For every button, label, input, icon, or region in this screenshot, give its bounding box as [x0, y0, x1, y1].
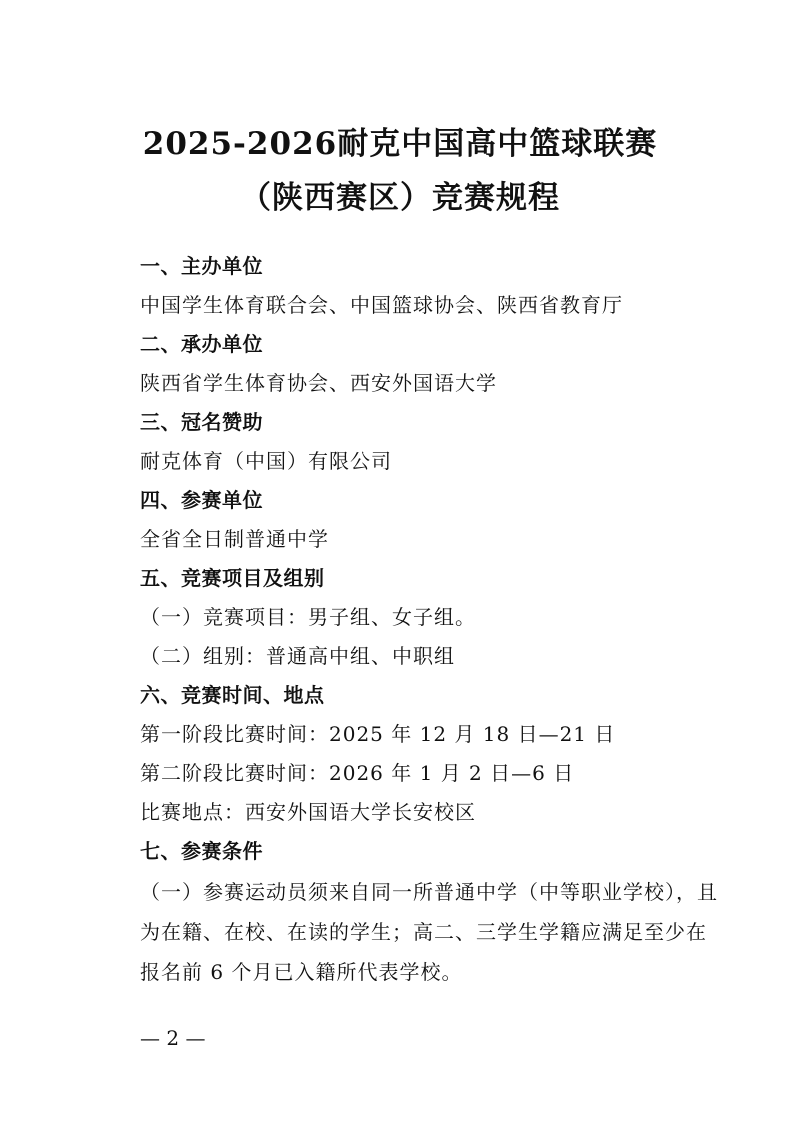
section-4-heading: 四、参赛单位: [140, 488, 263, 512]
document-title-line-2: （陕西赛区）竞赛规程: [240, 180, 560, 216]
section-5-item-2: （二）组别：普通高中组、中职组: [140, 644, 455, 668]
section-2-heading: 二、承办单位: [140, 332, 263, 356]
section-7-paragraph: （一）参赛运动员须来自同一所普通中学（中等职业学校），且为在籍、在校、在读的学生；高二、三学生学籍应满足至少在报名前 6 个月已入籍所代表学校。: [140, 880, 718, 984]
page-number: — 2 —: [140, 1026, 206, 1050]
section-3-text: 耐克体育（中国）有限公司: [140, 449, 392, 473]
section-4-text: 全省全日制普通中学: [140, 527, 329, 551]
section-2-text: 陕西省学生体育协会、西安外国语大学: [140, 371, 497, 395]
section-6-line-1: 第一阶段比赛时间：2025 年 12 月 18 日—21 日: [140, 722, 616, 746]
section-5-heading: 五、竞赛项目及组别: [140, 566, 325, 590]
document-title-line-1: 2025-2026耐克中国高中篮球联赛: [142, 126, 658, 162]
section-1-heading: 一、主办单位: [140, 254, 263, 278]
section-6-line-2: 第二阶段比赛时间：2026 年 1 月 2 日—6 日: [140, 761, 575, 785]
section-6-heading: 六、竞赛时间、地点: [140, 683, 325, 707]
section-6-line-3: 比赛地点：西安外国语大学长安校区: [140, 800, 476, 824]
section-5-item-1: （一）竞赛项目：男子组、女子组。: [140, 605, 476, 629]
section-7-heading: 七、参赛条件: [140, 839, 263, 863]
section-3-heading: 三、冠名赞助: [140, 410, 263, 434]
section-1-text: 中国学生体育联合会、中国篮球协会、陕西省教育厅: [140, 293, 623, 317]
